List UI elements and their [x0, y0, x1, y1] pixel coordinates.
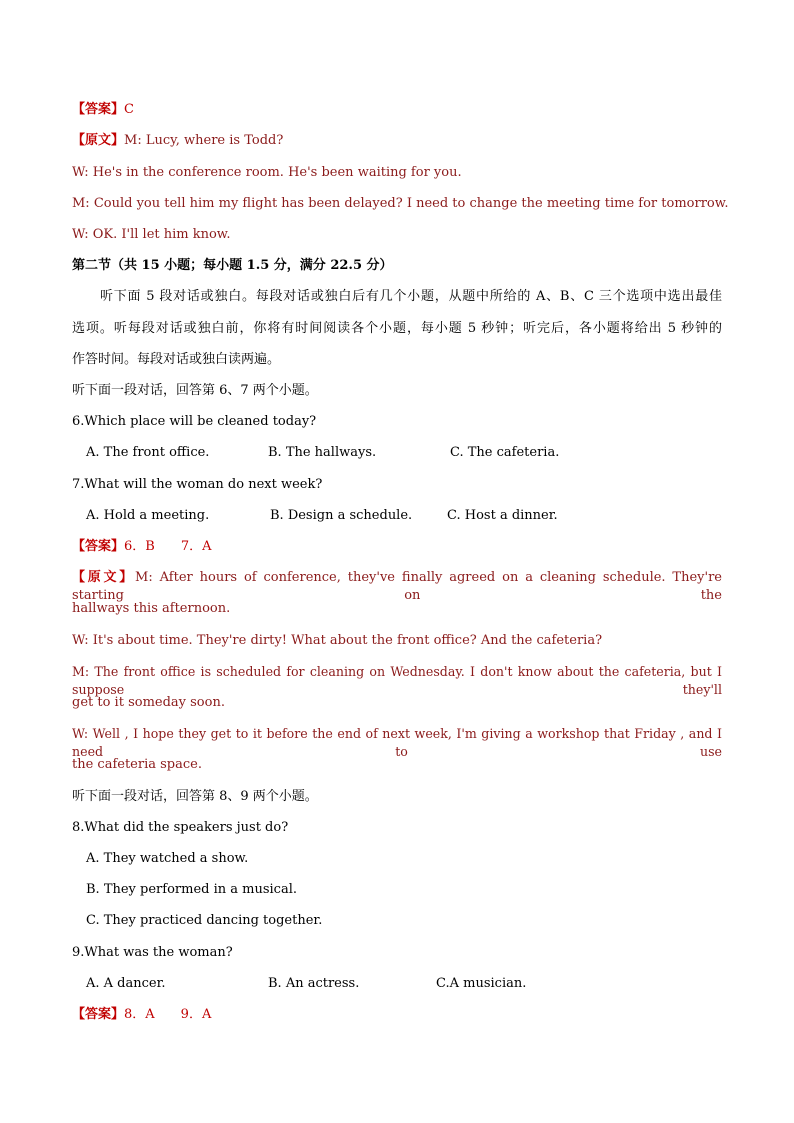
option-c: C.A musician. [436, 976, 527, 991]
answer-line [72, 538, 212, 556]
answer-tag: 【答案】 [72, 102, 125, 117]
transcript-line: W: Well , I hope they get to it before the end of next week, I'm giving a workshop that Friday , and I need to use [72, 726, 722, 759]
answer-value: C [124, 102, 134, 117]
answer-value: 8．A 9．A [124, 1007, 212, 1022]
transcript-tag: 【原文】 [72, 133, 125, 148]
transcript-line: W: OK. I'll let him know. [72, 227, 231, 242]
option-a: A. A dancer. [86, 976, 166, 991]
transcript-line [72, 132, 283, 150]
question-stem: 6.Which place will be cleaned today? [72, 414, 317, 429]
answer-tag: 【答案】 [72, 539, 125, 554]
answer-value: 6．B 7．A [124, 539, 212, 554]
instructions-line: 选项。听每段对话或独白前，你将有时间阅读各个小题，每小题 5 秒钟；听完后，各小题将给出 5 秒钟的 [72, 321, 722, 336]
transcript-line: M: The front office is scheduled for cleaning on Wednesday. I don't know about the cafeteria, but I suppose they'll [72, 664, 722, 697]
transcript-text: M: Lucy, where is Todd? [124, 133, 284, 148]
question-stem: 8.What did the speakers just do? [72, 820, 289, 835]
option-b: B. An actress. [268, 976, 360, 991]
dialog-intro: 听下面一段对话，回答第 8、9 两个小题。 [72, 789, 318, 804]
option-c: C. They practiced dancing together. [86, 913, 323, 928]
question-stem: 9.What was the woman? [72, 945, 233, 960]
dialog-intro: 听下面一段对话，回答第 6、7 两个小题。 [72, 383, 318, 398]
instructions-line: 作答时间。每段对话或独白读两遍。 [72, 352, 281, 367]
option-b: B. The hallways. [268, 445, 377, 460]
transcript-line: W: It's about time. They're dirty! What about the front office? And the cafeteria? [72, 633, 603, 648]
answer-line-1 [72, 101, 134, 119]
option-b: B. They performed in a musical. [86, 882, 297, 897]
transcript-tag: 【原文】 [72, 570, 136, 585]
section-heading: 第二节（共 15 小题；每小题 1.5 分，满分 22.5 分） [72, 258, 393, 273]
transcript-line: W: He's in the conference room. He's been waiting for you. [72, 165, 462, 180]
transcript-text: M: After hours of conference, they've finally agreed on a cleaning schedule. They're starting on the [72, 570, 722, 603]
transcript-line: the cafeteria space. [72, 757, 202, 772]
transcript-line: M: Could you tell him my flight has been delayed? I need to change the meeting time for tomorrow. [72, 196, 729, 211]
option-a: A. Hold a meeting. [86, 508, 210, 523]
answer-tag: 【答案】 [72, 1007, 125, 1022]
instructions-line: 听下面 5 段对话或独白。每段对话或独白后有几个小题，从题中所给的 A、B、C 三个选项中选出最佳 [100, 289, 722, 304]
answer-line [72, 1006, 211, 1024]
option-a: A. The front office. [86, 445, 210, 460]
transcript-line: hallways this afternoon. [72, 601, 231, 616]
option-b: B. Design a schedule. [270, 508, 413, 523]
option-c: C. Host a dinner. [447, 508, 558, 523]
transcript-line: get to it someday soon. [72, 695, 225, 710]
question-stem: 7.What will the woman do next week? [72, 477, 323, 492]
option-a: A. They watched a show. [86, 851, 249, 866]
option-c: C. The cafeteria. [450, 445, 560, 460]
